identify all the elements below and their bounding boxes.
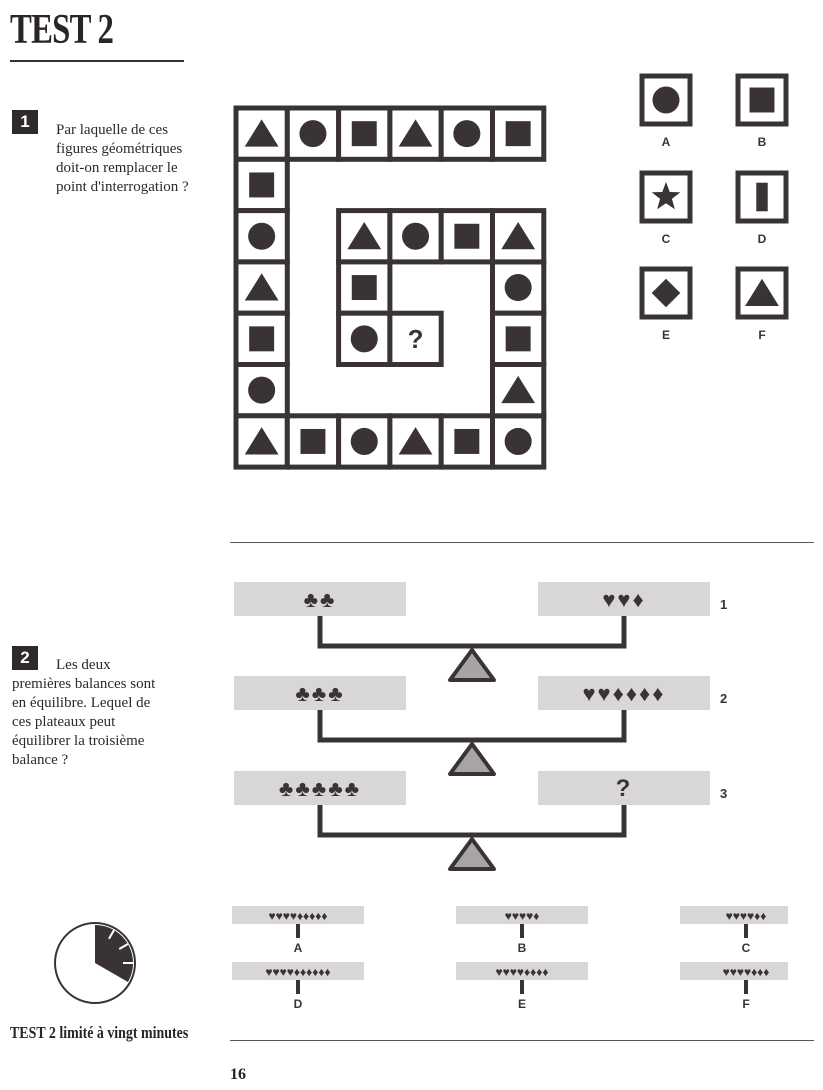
- plate-answer-symbols: ♥♥♥♥♦♦♦: [722, 965, 770, 979]
- grid-cell: [236, 159, 287, 210]
- shape-answer-d[interactable]: [738, 173, 786, 246]
- balance-number: 2: [720, 691, 728, 706]
- balance-1: [234, 582, 727, 680]
- left-plate-symbols: ♣♣♣♣♣: [278, 776, 362, 801]
- square-shape: [454, 224, 479, 249]
- balance-3: [234, 771, 727, 869]
- square-shape: [506, 121, 531, 146]
- circle-shape: [351, 428, 378, 455]
- left-plate-symbols: ♣♣: [303, 587, 337, 612]
- balance-beam: [320, 805, 624, 835]
- square-shape: [750, 88, 775, 113]
- grid-cell: [390, 416, 441, 467]
- shape-answers: [630, 65, 800, 365]
- plate-answer-e[interactable]: [456, 962, 588, 1011]
- shape-answer-label: B: [757, 135, 767, 149]
- plate-answer-label: A: [293, 941, 303, 955]
- square-shape: [300, 429, 325, 454]
- grid-cell: [236, 262, 287, 313]
- plate-answer-c[interactable]: [680, 906, 788, 955]
- circle-shape: [299, 120, 326, 147]
- question-2-line-1: Les deux: [56, 657, 111, 673]
- shape-answer-c[interactable]: [642, 173, 690, 246]
- shape-answer-label: E: [661, 328, 671, 342]
- shape-answer-label: C: [661, 232, 671, 246]
- circle-shape: [505, 428, 532, 455]
- question-2-line-2: premières balances sont: [12, 676, 156, 692]
- right-plate-symbols: ?: [615, 775, 633, 802]
- square-shape: [352, 121, 377, 146]
- square-shape: [249, 326, 274, 351]
- grid-cell: [390, 211, 441, 262]
- grid-cell: [390, 108, 441, 159]
- plate-answer-label: C: [741, 941, 751, 955]
- title-underline: [10, 60, 184, 62]
- grid-cell: [339, 262, 390, 313]
- circle-shape: [248, 223, 275, 250]
- question-1-text: [56, 121, 189, 197]
- shape-answer-e[interactable]: [642, 269, 690, 342]
- question-2-line-6: balance ?: [12, 752, 69, 768]
- plate-answer-symbols: ♥♥♥♥♦♦: [725, 909, 767, 923]
- left-plate-symbols: ♣♣♣: [295, 681, 345, 706]
- grid-cell: [236, 365, 287, 416]
- square-shape: [352, 275, 377, 300]
- page-title: TEST 2: [10, 7, 114, 53]
- plate-answer-symbols: ♥♥♥♥♦♦♦♦: [495, 965, 549, 979]
- plate-answer-symbols: ♥♥♥♥♦: [504, 909, 540, 923]
- fulcrum: [450, 744, 494, 774]
- grid-cell: [339, 211, 390, 262]
- question-1-line-1: Par laquelle de ces: [56, 122, 169, 138]
- page-number: 16: [230, 1066, 246, 1083]
- grid-cell: [441, 211, 492, 262]
- circle-shape: [248, 377, 275, 404]
- square-shape: [454, 429, 479, 454]
- square-shape: [249, 172, 274, 197]
- bottom-divider: [230, 1040, 814, 1041]
- grid-cell: [287, 108, 338, 159]
- question-1-line-2: figures géométriques: [56, 141, 183, 157]
- fulcrum: [450, 650, 494, 680]
- question-2-line-4: ces plateaux peut: [12, 714, 116, 730]
- circle-shape: [652, 86, 679, 113]
- time-limit-note: TEST 2 limité à vingt minutes: [10, 1023, 189, 1042]
- fulcrum: [450, 839, 494, 869]
- grid-cell: [493, 365, 544, 416]
- plate-answer-b[interactable]: [456, 906, 588, 955]
- grid-cell: [493, 108, 544, 159]
- circle-shape: [453, 120, 480, 147]
- circle-shape: [351, 325, 378, 352]
- square-shape: [506, 326, 531, 351]
- plate-answer-symbols: ♥♥♥♥♦♦♦♦♦: [268, 909, 328, 923]
- balance-beam: [320, 710, 624, 740]
- plate-answer-d[interactable]: [232, 962, 364, 1011]
- unknown-shape-mark: ?: [407, 323, 424, 354]
- section-divider: [230, 542, 814, 543]
- plate-answer-label: E: [517, 997, 527, 1011]
- balance-figure: [228, 570, 788, 1020]
- question-1-line-3: doit-on remplacer le: [56, 160, 178, 176]
- circle-shape: [402, 223, 429, 250]
- grid-cell: [493, 416, 544, 467]
- shape-grid: [228, 100, 558, 480]
- shape-answer-label: A: [661, 135, 671, 149]
- grid-cell: [339, 416, 390, 467]
- balance-beam: [320, 616, 624, 646]
- shape-answer-label: F: [758, 328, 766, 342]
- question-1-number: 1: [12, 110, 38, 134]
- bar-shape: [756, 183, 767, 212]
- shape-answer-f[interactable]: [738, 269, 786, 342]
- plate-answer-label: F: [742, 997, 750, 1011]
- circle-shape: [505, 274, 532, 301]
- shape-answer-label: D: [757, 232, 767, 246]
- question-2-line-5: équilibrer la troisième: [12, 733, 145, 749]
- grid-cell: [493, 262, 544, 313]
- shape-answer-b[interactable]: [738, 76, 786, 149]
- balance-number: 3: [720, 786, 728, 801]
- grid-cell: [236, 211, 287, 262]
- question-2-line-3: en équilibre. Lequel de: [12, 695, 151, 711]
- grid-cell: [236, 108, 287, 159]
- plate-answer-label: D: [293, 997, 303, 1011]
- right-plate-symbols: ♥♥♦♦♦♦: [582, 681, 666, 706]
- balance-2: [234, 676, 727, 774]
- question-1-line-4: point d'interrogation ?: [56, 179, 189, 195]
- grid-cell: [339, 313, 390, 364]
- timer-icon: [52, 920, 142, 1010]
- plate-answer-symbols: ♥♥♥♥♦♦♦♦♦♦: [265, 965, 331, 979]
- grid-cell: [493, 313, 544, 364]
- plate-answer-a[interactable]: [232, 906, 364, 955]
- grid-cell: [441, 416, 492, 467]
- question-2-number: 2: [12, 646, 38, 670]
- grid-cell: [493, 211, 544, 262]
- right-plate-symbols: ♥♥♦: [602, 587, 646, 612]
- plate-answer-f[interactable]: [680, 962, 788, 1011]
- shape-answer-a[interactable]: [642, 76, 690, 149]
- grid-cell: [236, 416, 287, 467]
- grid-cell: [339, 108, 390, 159]
- grid-cell: [441, 108, 492, 159]
- grid-cell: [287, 416, 338, 467]
- plate-answer-label: B: [517, 941, 527, 955]
- balance-number: 1: [720, 597, 728, 612]
- question-2-text: [12, 656, 212, 770]
- grid-cell: [236, 313, 287, 364]
